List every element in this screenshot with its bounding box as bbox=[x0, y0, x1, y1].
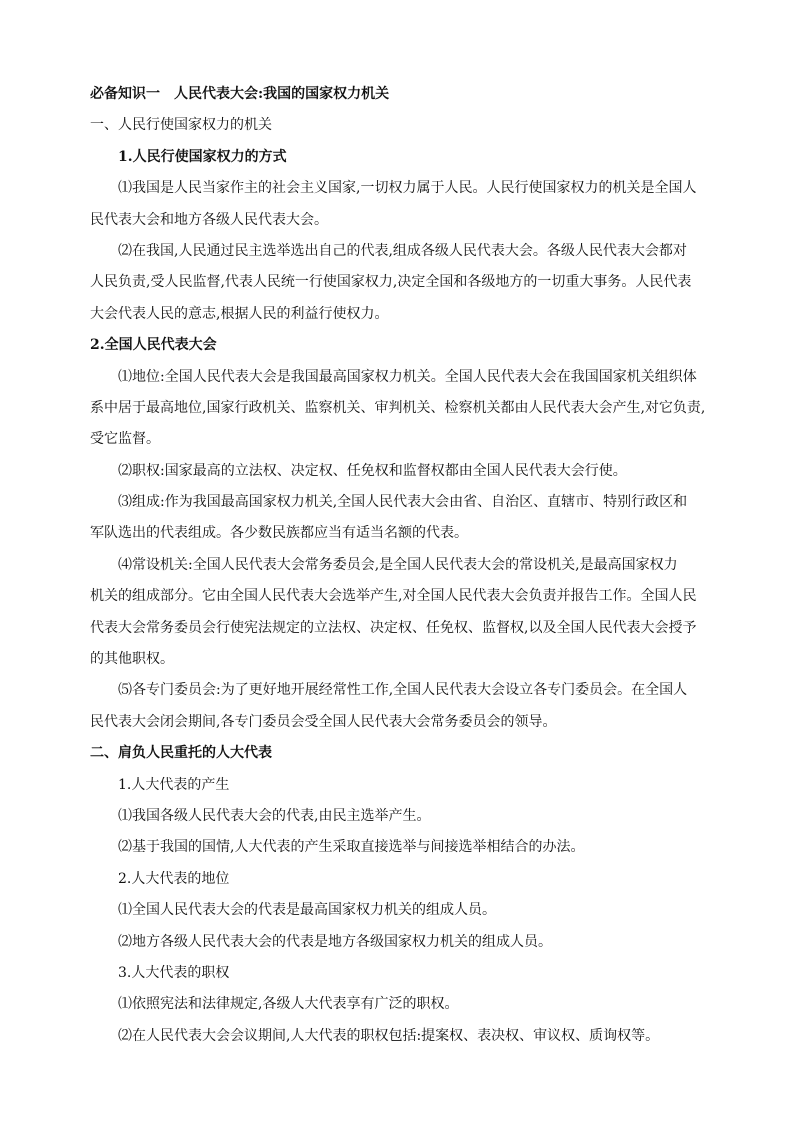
section-title-2: 二、肩负人民重托的人大代表 bbox=[90, 745, 272, 762]
heading-text: 人民代表大会:我国的国家权力机关 bbox=[174, 86, 390, 102]
section-title-1: 一、人民行使国家权力的机关 bbox=[90, 117, 272, 134]
subsection-title-1-1: 1.人民行使国家权力的方式 bbox=[118, 148, 287, 165]
heading-number: 必备知识一 bbox=[90, 86, 160, 102]
paragraph-line: ⑶组成:作为我国最高国家权力机关,全国人民代表大会由省、自治区、直辖市、特别行政区和 bbox=[118, 494, 688, 511]
paragraph-line: ⑸各专门委员会:为了更好地开展经常性工作,全国人民代表大会设立各专门委员会。在全国人 bbox=[118, 682, 688, 699]
document-body bbox=[90, 79, 710, 1052]
paragraph-line: ⑴我国是人民当家作主的社会主义国家,一切权力属于人民。人民行使国家权力的机关是全国人 bbox=[118, 180, 697, 197]
paragraph-line: 民代表大会闭会期间,各专门委员会受全国人民代表大会常务委员会的领导。 bbox=[90, 713, 557, 730]
subsection-title-2-2: 2.人大代表的地位 bbox=[118, 870, 230, 887]
paragraph-line: ⑴全国人民代表大会的代表是最高国家权力机关的组成人员。 bbox=[118, 902, 496, 919]
paragraph-line: 代表大会常务委员会行使宪法规定的立法权、决定权、任免权、监督权,以及全国人民代表大会授予 bbox=[90, 619, 697, 636]
paragraph-line: ⑴依照宪法和法律规定,各级人大代表享有广泛的职权。 bbox=[118, 996, 459, 1013]
paragraph-line: 军队选出的代表组成。各少数民族都应当有适当名额的代表。 bbox=[90, 525, 468, 542]
paragraph-line: 大会代表人民的意志,根据人民的利益行使权力。 bbox=[90, 305, 389, 322]
paragraph-line: 机关的组成部分。它由全国人民代表大会选举产生,对全国人民代表大会负责并报告工作。全国人民 bbox=[90, 588, 697, 605]
paragraph-line: ⑴我国各级人民代表大会的代表,由民主选举产生。 bbox=[118, 807, 431, 824]
paragraph-line: ⑵基于我国的国情,人大代表的产生采取直接选举与间接选举相结合的办法。 bbox=[118, 839, 585, 856]
paragraph-line: 的其他职权。 bbox=[90, 651, 174, 668]
paragraph-line: 人民负责,受人民监督,代表人民统一行使国家权力,决定全国和各级地方的一切重大事务。人民代表 bbox=[90, 274, 692, 291]
subsection-title-2-3: 3.人大代表的职权 bbox=[118, 964, 230, 981]
paragraph-line: 系中居于最高地位,国家行政机关、监察机关、审判机关、检察机关都由人民代表大会产生,对它负责, bbox=[90, 399, 706, 416]
paragraph-line: ⑵在我国,人民通过民主选举选出自己的代表,组成各级人民代表大会。各级人民代表大会都对 bbox=[118, 242, 687, 259]
subsection-title-1-2: 2.全国人民代表大会 bbox=[90, 337, 217, 354]
paragraph-line: ⑷常设机关:全国人民代表大会常务委员会,是全国人民代表大会的常设机关,是最高国家权力 bbox=[118, 556, 678, 573]
paragraph-line: ⑵地方各级人民代表大会的代表是地方各级国家权力机关的组成人员。 bbox=[118, 933, 552, 950]
page-heading bbox=[90, 79, 710, 110]
paragraph-line: 民代表大会和地方各级人民代表大会。 bbox=[90, 211, 328, 228]
paragraph-line: 受它监督。 bbox=[90, 431, 160, 448]
subsection-title-2-1: 1.人大代表的产生 bbox=[118, 776, 230, 793]
paragraph-line: ⑵职权:国家最高的立法权、决定权、任免权和监督权都由全国人民代表大会行使。 bbox=[118, 462, 627, 479]
paragraph-line: ⑴地位:全国人民代表大会是我国最高国家权力机关。全国人民代表大会在我国国家机关组织体 bbox=[118, 368, 697, 385]
paragraph-line: ⑵在人民代表大会会议期间,人大代表的职权包括:提案权、表决权、审议权、质询权等。 bbox=[118, 1027, 660, 1044]
